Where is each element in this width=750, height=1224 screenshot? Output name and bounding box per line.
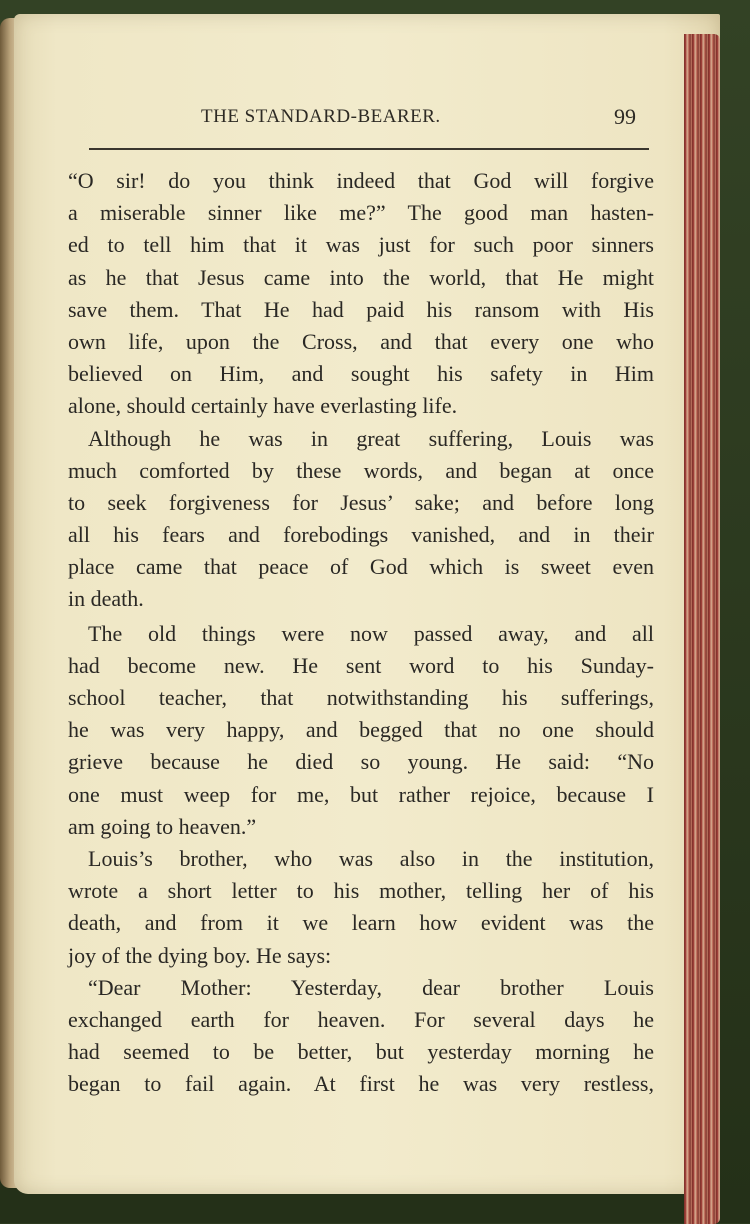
book-page — [14, 14, 720, 1194]
text-line: alone, should certainly have everlasting life. — [68, 393, 458, 419]
text-line: began to fail again. At first he was very restless, — [68, 1071, 654, 1097]
running-title: THE STANDARD-BEARER. — [201, 106, 441, 127]
text-line: place came that peace of God which is sweet even — [68, 554, 654, 580]
text-line: grieve because he died so young. He said: “No — [68, 749, 654, 775]
text-line: death, and from it we learn how evident was the — [68, 910, 654, 936]
text-line: am going to heaven.” — [68, 813, 257, 839]
text-line: exchanged earth for heaven. For several days he — [68, 1006, 654, 1032]
text-line: The old things were now passed away, and all — [88, 620, 654, 646]
text-line: Although he was in great suffering, Louis was — [88, 425, 654, 451]
text-line: he was very happy, and begged that no one should — [68, 717, 654, 743]
header-rule — [89, 148, 649, 150]
body-text — [54, 165, 654, 1100]
text-line: own life, upon the Cross, and that every one who — [68, 328, 654, 354]
text-line: had seemed to be better, but yesterday morning he — [68, 1039, 654, 1065]
text-line: to seek forgiveness for Jesus’ sake; and before long — [68, 489, 654, 515]
text-line: Louis’s brother, who was also in the institution, — [88, 845, 654, 871]
text-line: joy of the dying boy. He says: — [68, 942, 332, 968]
text-line: “O sir! do you think indeed that God will forgive — [68, 168, 654, 193]
text-line: a miserable sinner like me?” The good man hasten- — [68, 200, 654, 226]
running-head — [14, 104, 720, 138]
text-line: school teacher, that notwithstanding his sufferings, — [68, 685, 654, 710]
page-edges — [684, 34, 720, 1224]
text-line: “Dear Mother: Yesterday, dear brother Louis — [88, 974, 654, 1000]
text-line: had become new. He sent word to his Sunday- — [68, 652, 654, 678]
text-line: in death. — [68, 586, 144, 612]
text-line: wrote a short letter to his mother, telling her of his — [68, 878, 654, 904]
text-line: ed to tell him that it was just for such poor sinners — [68, 232, 654, 258]
text-line: as he that Jesus came into the world, that He might — [68, 264, 654, 290]
text-line: much comforted by these words, and began at once — [68, 457, 654, 483]
page-number: 99 — [614, 104, 636, 129]
text-line: believed on Him, and sought his safety in Him — [68, 361, 654, 387]
text-line: one must weep for me, but rather rejoice, because I — [68, 781, 654, 807]
text-line: save them. That He had paid his ransom with His — [68, 296, 654, 322]
text-line: all his fears and forebodings vanished, and in their — [68, 522, 654, 548]
